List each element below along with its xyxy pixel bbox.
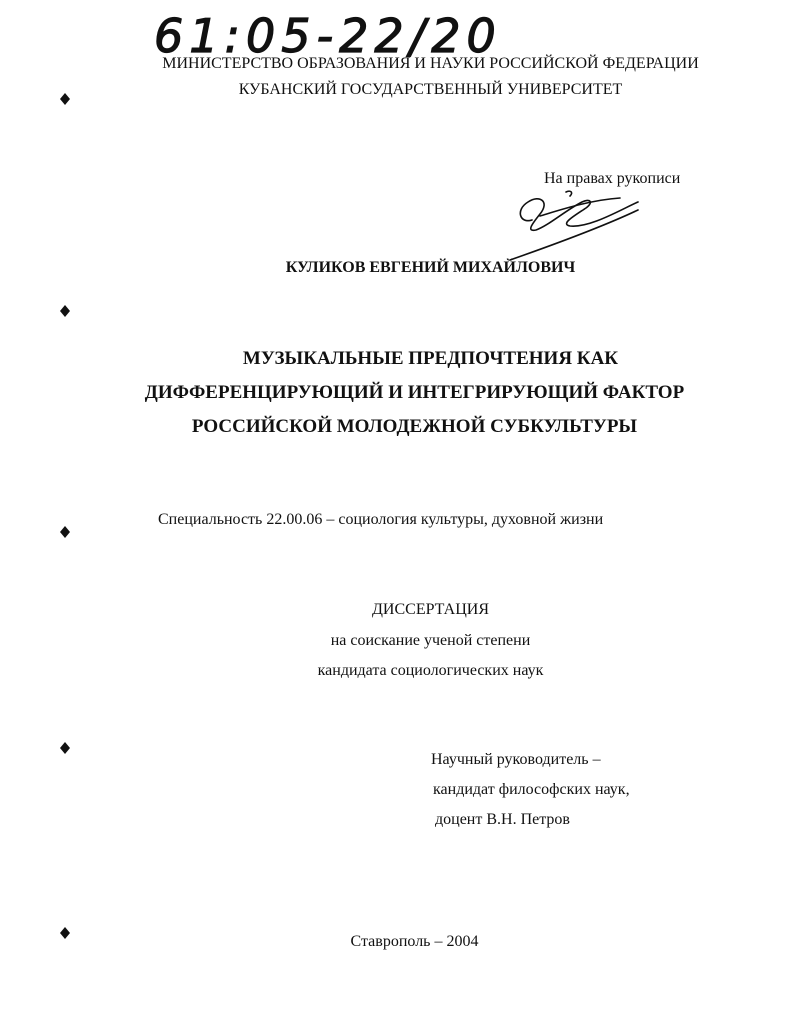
supervisor-label: Научный руководитель – (431, 751, 601, 768)
binder-mark-icon (60, 304, 70, 316)
work-type-label: ДИССЕРТАЦИЯ (372, 601, 489, 618)
binder-mark-icon (60, 525, 70, 537)
place-and-year: Ставрополь – 2004 (350, 933, 479, 950)
author-signature (470, 180, 650, 270)
dissertation-title-line-3: РОССИЙСКОЙ МОЛОДЕЖНОЙ СУБКУЛЬТУРЫ (191, 416, 638, 437)
supervisor-degree: кандидат философских наук, (433, 781, 630, 798)
university-heading: КУБАНСКИЙ ГОСУДАРСТВЕННЫЙ УНИВЕРСИТЕТ (238, 81, 623, 98)
archive-stamp-text: 61:05-22/20 (154, 9, 502, 63)
binder-mark-icon (60, 92, 70, 104)
ministry-heading: МИНИСТЕРСТВО ОБРАЗОВАНИЯ И НАУКИ РОССИЙСКОЙ ФЕДЕРАЦИИ (162, 55, 699, 72)
manuscript-rights-note: На правах рукописи (544, 170, 681, 187)
binder-mark-icon (60, 741, 70, 753)
supervisor-name: доцент В.Н. Петров (435, 811, 570, 828)
binder-mark-icon (60, 926, 70, 938)
author-name: КУЛИКОВ ЕВГЕНИЙ МИХАЙЛОВИЧ (285, 259, 576, 276)
specialty-line: Специальность 22.00.06 – социология культуры, духовной жизни (158, 511, 604, 528)
degree-line-2: кандидата социологических наук (317, 662, 544, 679)
dissertation-title-line-2: ДИФФЕРЕНЦИРУЮЩИЙ И ИНТЕГРИРУЮЩИЙ ФАКТОР (144, 382, 685, 403)
dissertation-title-line-1: МУЗЫКАЛЬНЫЕ ПРЕДПОЧТЕНИЯ КАК (242, 348, 619, 369)
degree-line-1: на соискание ученой степени (330, 632, 531, 649)
